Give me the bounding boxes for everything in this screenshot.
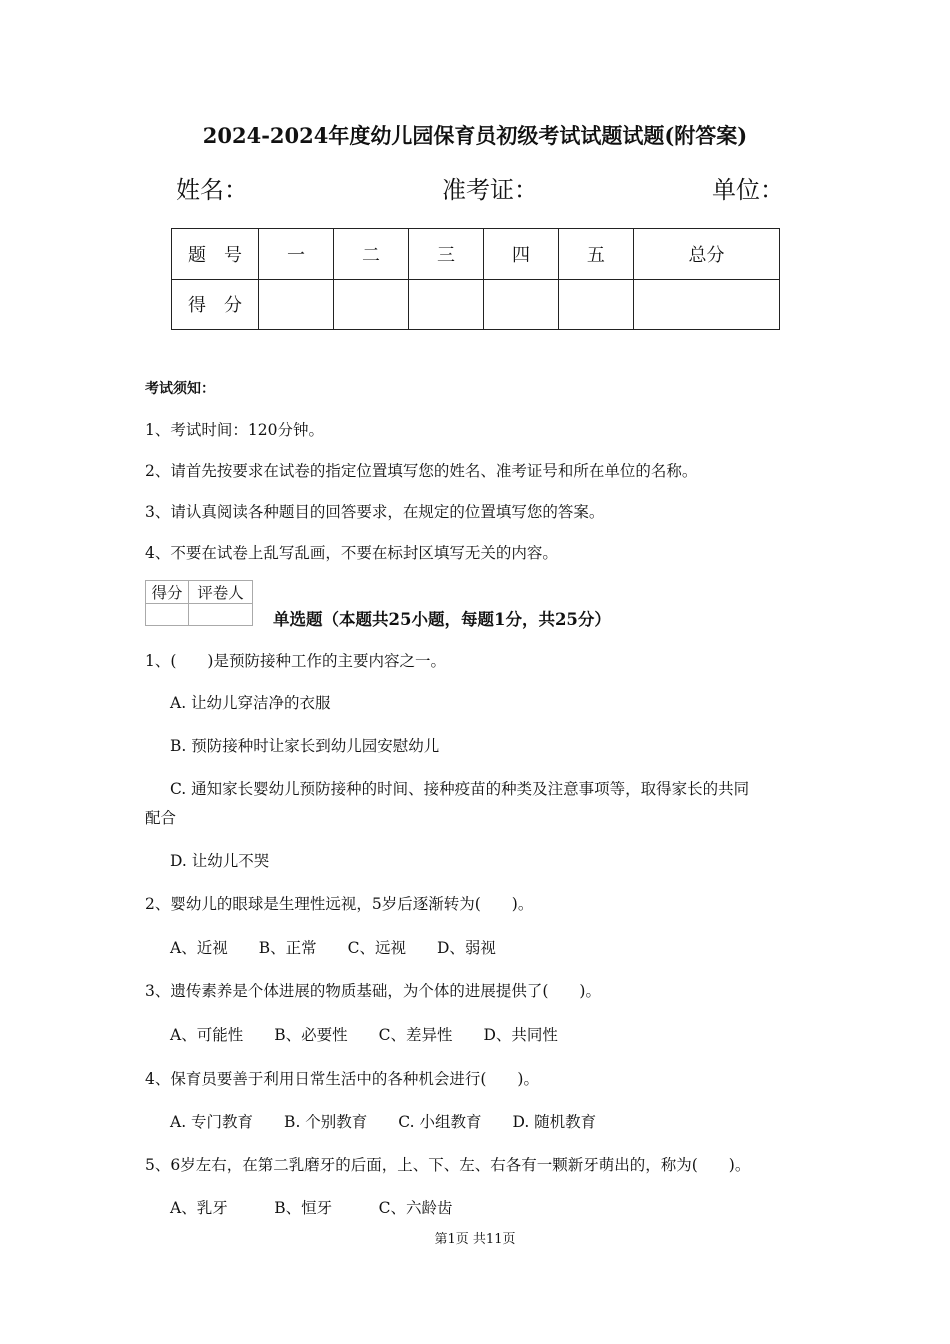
grader-table	[145, 580, 253, 626]
grader-name-cell[interactable]	[189, 604, 253, 626]
score-input-cell[interactable]	[333, 279, 408, 330]
question-option: D. 让幼儿不哭	[170, 852, 270, 870]
question-option-continued: 配合	[145, 809, 177, 827]
notice-item: 4、不要在试卷上乱写乱画，不要在标封区填写无关的内容。	[145, 544, 558, 562]
question-options: A、近视 B、正常 C、远视 D、弱视	[170, 939, 496, 957]
score-input-cell[interactable]	[408, 279, 483, 330]
score-table-score-row	[172, 279, 780, 330]
score-input-cell[interactable]	[633, 279, 779, 330]
exam-id-label: 准考证：	[442, 176, 538, 204]
question-option: A. 让幼儿穿洁净的衣服	[170, 694, 331, 712]
question-stem: 5、6岁左右，在第二乳磨牙的后面，上、下、左、右各有一颗新牙萌出的，称为( )。	[145, 1156, 751, 1174]
question-stem: 2、婴幼儿的眼球是生理性远视，5岁后逐渐转为( )。	[145, 895, 534, 913]
score-table	[171, 228, 780, 330]
grader-score-cell[interactable]	[146, 604, 189, 626]
score-header-cell: 二	[333, 229, 408, 280]
score-input-cell[interactable]	[483, 279, 558, 330]
question-options: A、乳牙 B、恒牙 C、六龄齿	[170, 1199, 453, 1217]
question-options: A、可能性 B、必要性 C、差异性 D、共同性	[170, 1026, 558, 1044]
notice-heading: 考试须知：	[145, 381, 215, 397]
score-input-cell[interactable]	[558, 279, 633, 330]
score-header-cell: 四	[483, 229, 558, 280]
question-options: A. 专门教育 B. 个别教育 C. 小组教育 D. 随机教育	[170, 1113, 597, 1131]
notice-item: 3、请认真阅读各种题目的回答要求，在规定的位置填写您的答案。	[145, 503, 605, 521]
unit-label: 单位：	[712, 176, 784, 204]
notice-item: 1、考试时间：120分钟。	[145, 421, 324, 439]
score-table-header-row	[172, 229, 780, 280]
grader-score-label: 得分	[146, 581, 189, 604]
document-title: 2024-2024年度幼儿园保育员初级考试试题试题(附答案)	[202, 123, 748, 148]
score-header-cell: 总分	[633, 229, 779, 280]
section-title: 单选题（本题共25小题，每题1分，共25分）	[273, 610, 611, 629]
question-stem: 3、遗传素养是个体进展的物质基础，为个体的进展提供了( )。	[145, 982, 601, 1000]
grader-name-label: 评卷人	[189, 581, 253, 604]
name-label: 姓名：	[176, 176, 248, 204]
score-header-cell: 五	[558, 229, 633, 280]
question-stem: 4、保育员要善于利用日常生活中的各种机会进行( )。	[145, 1070, 539, 1088]
score-header-cell: 一	[259, 229, 334, 280]
score-input-cell[interactable]	[259, 279, 334, 330]
score-header-cell: 三	[408, 229, 483, 280]
score-row-label: 得 分	[172, 279, 259, 330]
question-stem: 1、( )是预防接种工作的主要内容之一。	[145, 652, 446, 670]
page-footer: 第1页 共11页	[434, 1232, 516, 1247]
score-header-cell: 题 号	[172, 229, 259, 280]
question-option: B. 预防接种时让家长到幼儿园安慰幼儿	[170, 737, 440, 755]
notice-item: 2、请首先按要求在试卷的指定位置填写您的姓名、准考证号和所在单位的名称。	[145, 462, 698, 480]
question-option: C. 通知家长婴幼儿预防接种的时间、接种疫苗的种类及注意事项等，取得家长的共同	[170, 780, 750, 798]
